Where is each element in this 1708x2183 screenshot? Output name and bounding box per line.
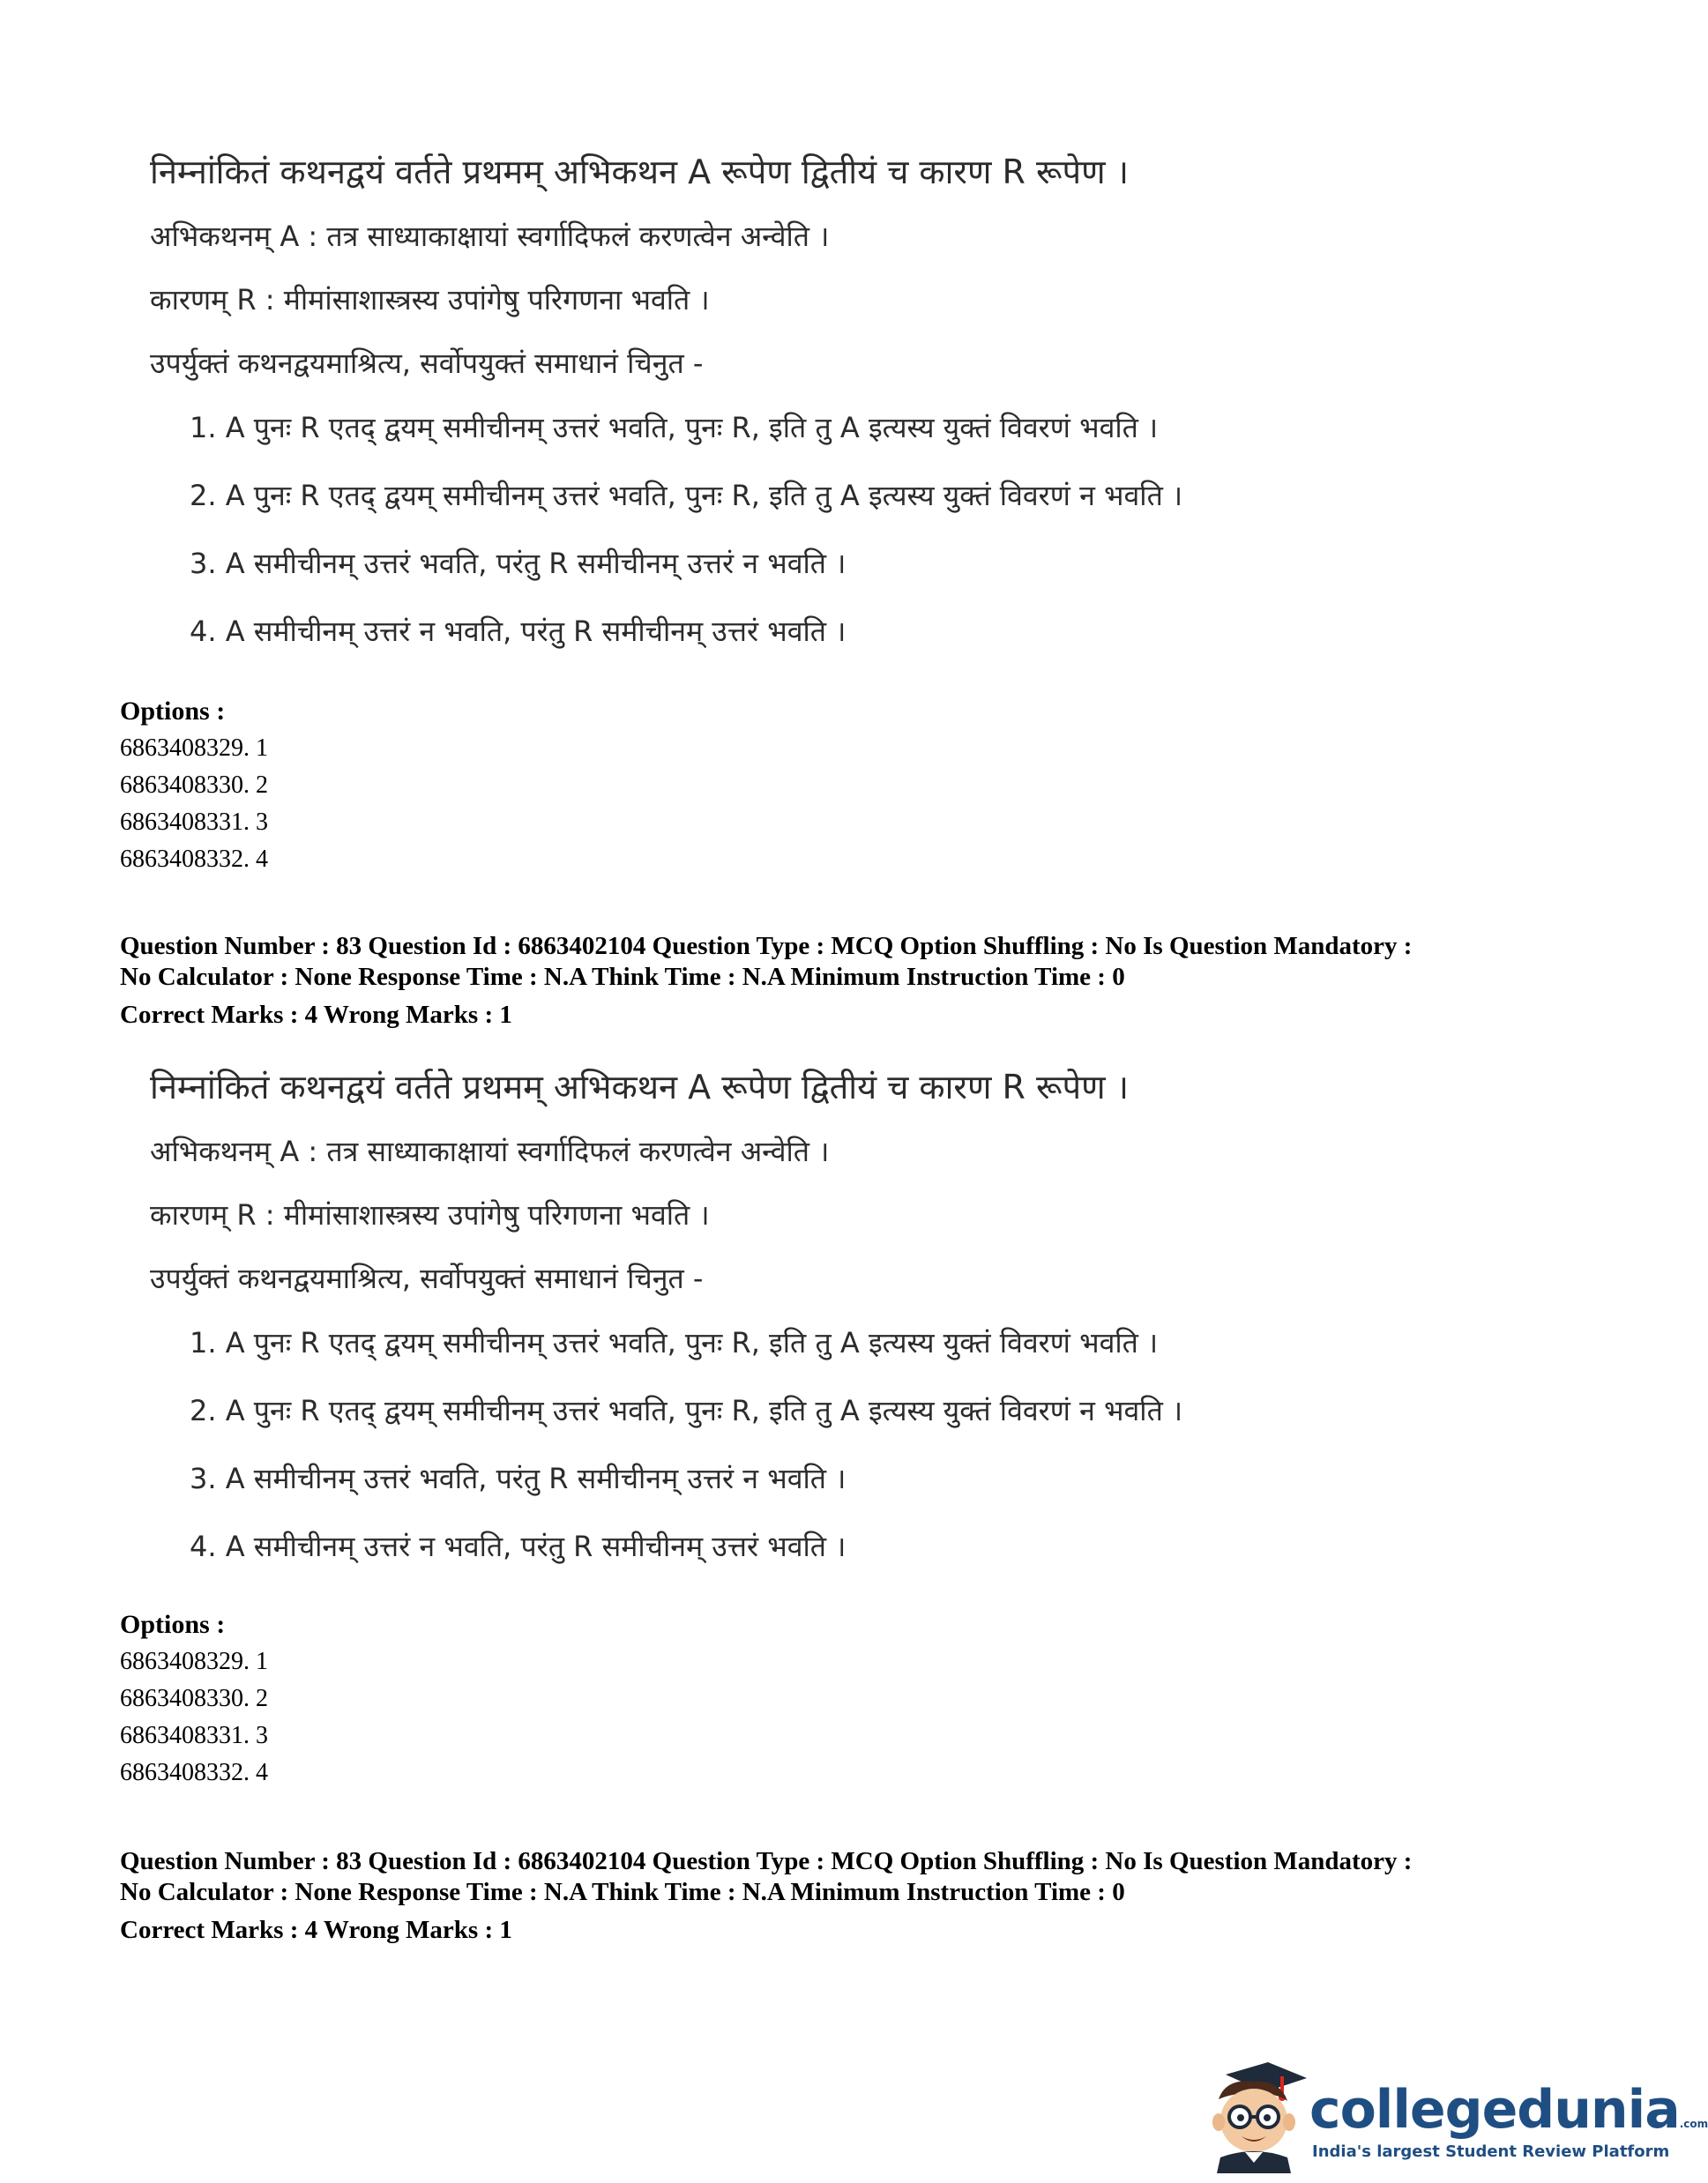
options-label: Options : [120, 1610, 226, 1639]
meta-line-2: No Calculator : None Response Time : N.A Think Time : N.A Minimum Instruction Time : 0 [120, 1878, 1125, 1906]
reason-text: कारणम् R : मीमांसाशास्त्रस्य उपांगेषु परिगणना भवति । [150, 283, 710, 317]
question-image-1 [150, 152, 1473, 649]
reason-text: कारणम् R : मीमांसाशास्त्रस्य उपांगेषु परिगणना भवति । [150, 1198, 710, 1232]
option-item: 6863408332. 4 [120, 846, 268, 873]
question-meta-2 [120, 1846, 1566, 1946]
logo-suffix: .com [1679, 2118, 1708, 2130]
option-item: 6863408329. 1 [120, 734, 268, 762]
logo-wordmark [1309, 2079, 1708, 2150]
options-label: Options : [120, 697, 226, 726]
meta-line-1: Question Number : 83 Question Id : 6863402104 Question Type : MCQ Option Shuffling : No Is Question Mandatory : [120, 1847, 1413, 1875]
choice-4: 4. A समीचीनम् उत्तरं न भवति, परंतु R समीचीनम् उत्तरं भवति । [190, 615, 847, 648]
option-item: 6863408330. 2 [120, 1685, 268, 1712]
choice-3: 3. A समीचीनम् उत्तरं भवति, परंतु R समीचीनम् उत्तरं न भवति । [190, 1462, 847, 1495]
marks-line: Correct Marks : 4 Wrong Marks : 1 [120, 1001, 512, 1029]
collegedunia-logo[interactable] [1199, 2059, 1708, 2173]
choice-2: 2. A पुनः R एतद् द्वयम् समीचीनम् उत्तरं भवति, पुनः R, इति तु A इत्यस्य युक्तं विवरणं न भवति । [190, 1394, 1183, 1427]
meta-line-1: Question Number : 83 Question Id : 6863402104 Question Type : MCQ Option Shuffling : No Is Question Mandatory : [120, 932, 1413, 960]
choice-1: 1. A पुनः R एतद् द्वयम् समीचीनम् उत्तरं भवति, पुनः R, इति तु A इत्यस्य युक्तं विवरणं भवति । [190, 1326, 1159, 1360]
meta-line-2: No Calculator : None Response Time : N.A Think Time : N.A Minimum Instruction Time : 0 [120, 963, 1125, 991]
choice-4: 4. A समीचीनम् उत्तरं न भवति, परंतु R समीचीनम् उत्तरं भवति । [190, 1530, 847, 1563]
question-title: निम्नांकितं कथनद्वयं वर्तते प्रथमम् अभिकथन A रूपेण द्वितीयं च कारण R रूपेण । [150, 1068, 1130, 1106]
option-item: 6863408331. 3 [120, 808, 268, 836]
logo-wordmark-text: collegedunia [1309, 2079, 1680, 2141]
choice-3: 3. A समीचीनम् उत्तरं भवति, परंतु R समीचीनम् उत्तरं न भवति । [190, 547, 847, 580]
question-title: निम्नांकितं कथनद्वयं वर्तते प्रथमम् अभिकथन A रूपेण द्वितीयं च कारण R रूपेण । [150, 153, 1130, 191]
instruction-text: उपर्युक्तं कथनद्वयमाश्रित्य, सर्वोपयुक्तं समाधानं चिनुत - [150, 1262, 704, 1295]
question-image-2 [150, 1067, 1473, 1564]
choice-2: 2. A पुनः R एतद् द्वयम् समीचीनम् उत्तरं भवति, पुनः R, इति तु A इत्यस्य युक्तं विवरणं न भवति । [190, 479, 1183, 512]
student-mascot-icon [1199, 2059, 1314, 2173]
assertion-text: अभिकथनम् A : तत्र साध्याकाक्षायां स्वर्गादिफलं करणत्वेन अन्वेति । [150, 220, 830, 253]
options-list-1 [120, 693, 1531, 878]
choice-1: 1. A पुनः R एतद् द्वयम् समीचीनम् उत्तरं भवति, पुनः R, इति तु A इत्यस्य युक्तं विवरणं भवति । [190, 411, 1159, 444]
option-item: 6863408332. 4 [120, 1759, 268, 1786]
logo-tagline: India's largest Student Review Platform [1312, 2142, 1670, 2161]
question-meta-1 [120, 931, 1566, 1031]
assertion-text: अभिकथनम् A : तत्र साध्याकाक्षायां स्वर्गादिफलं करणत्वेन अन्वेति । [150, 1135, 830, 1168]
option-item: 6863408330. 2 [120, 771, 268, 799]
option-item: 6863408331. 3 [120, 1722, 268, 1749]
option-item: 6863408329. 1 [120, 1648, 268, 1675]
marks-line: Correct Marks : 4 Wrong Marks : 1 [120, 1916, 512, 1944]
instruction-text: उपर्युक्तं कथनद्वयमाश्रित्य, सर्वोपयुक्तं समाधानं चिनुत - [150, 346, 704, 380]
options-list-2 [120, 1606, 1531, 1792]
